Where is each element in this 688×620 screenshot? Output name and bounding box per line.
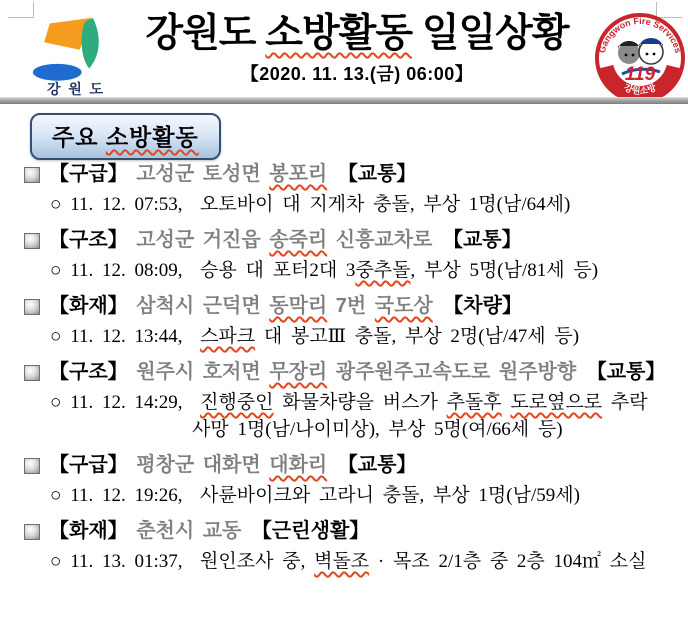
incident-type: 【교통】 <box>329 163 417 185</box>
spellcheck-word: 추돌후 <box>446 392 502 413</box>
detail-text: · 목조 2/1층 중 2층 104㎡ 소실 <box>369 551 647 572</box>
incident-detail-line <box>50 193 682 216</box>
spellcheck-word: 동막리 <box>269 295 328 317</box>
spellcheck-word: 봉포리 <box>269 163 328 185</box>
location-text: 신흥교차로 <box>327 229 433 251</box>
location-text: 7번 <box>327 295 375 317</box>
location-text: 춘천시 교동 <box>136 520 242 542</box>
title-underlined: 소방활동 <box>265 12 412 55</box>
incident-header <box>24 295 682 318</box>
incident-location <box>136 163 327 186</box>
spellcheck-word: 진행중인 <box>200 392 274 413</box>
incident-header <box>24 163 682 186</box>
spellcheck-word: 벽돌조 <box>314 551 370 572</box>
incident-detail-line <box>50 259 682 282</box>
square-bullet-icon <box>24 299 40 315</box>
header-divider-rule <box>0 97 688 104</box>
incident-header <box>24 361 682 384</box>
section-title-underlined: 소방활동 <box>105 124 199 150</box>
incident <box>24 454 682 507</box>
badge-eye <box>653 53 656 56</box>
detail-text: 11. 12. 07:53, 오토바이 대 지게차 충돌, 부상 1명(남/64세) <box>70 194 571 215</box>
badge-arc-text: Gangwon Fire Services <box>596 15 684 54</box>
title-pre: 강원도 <box>145 12 266 55</box>
spellcheck-word: 무장리 <box>269 361 328 383</box>
incident-location <box>136 520 241 543</box>
incident-category: 【구조】 <box>49 229 137 251</box>
incident-header <box>24 520 682 543</box>
badge-band-text: 강원소방 <box>622 82 658 97</box>
title-post: 일일상황 <box>412 12 569 55</box>
badge-eye <box>632 54 635 57</box>
location-text: 원주시 호저면 <box>136 361 270 383</box>
spellcheck-word: 중추돌 <box>355 260 411 281</box>
incident-location <box>136 229 432 252</box>
incident <box>24 361 682 441</box>
detail-text: 11. 12. 08:09, 승용 대 포터2대 3 <box>70 260 356 281</box>
square-bullet-icon <box>24 524 40 540</box>
logo-green-shape <box>82 18 99 69</box>
incident-category: 【구급】 <box>49 163 137 185</box>
incident-detail-line <box>50 325 682 348</box>
title-block <box>122 12 592 86</box>
circle-bullet-icon: ○ <box>50 551 71 572</box>
incident-detail-line <box>192 418 682 441</box>
location-text: 평창군 대화면 <box>136 454 270 476</box>
spellcheck-word: 도로옆으로 <box>510 392 603 413</box>
logo-blue-shape <box>33 64 82 81</box>
detail-text: 화물차량을 버스가 <box>273 392 447 413</box>
incident-header <box>24 454 682 477</box>
detail-text: 11. 12. 14:29, <box>70 392 201 413</box>
spellcheck-word: 국도상 <box>374 295 433 317</box>
incident-category: 【화재】 <box>49 520 137 542</box>
incident-type: 【교통】 <box>329 454 417 476</box>
incident-type: 【교통】 <box>434 229 522 251</box>
badge-number: 119 <box>624 64 656 85</box>
detail-text: 11. 12. 13:44, <box>70 326 201 347</box>
report-header <box>0 12 688 98</box>
location-text: 광주원주고속도로 원주방향 <box>327 361 577 383</box>
incident-detail-line <box>50 484 682 507</box>
badge-eye <box>646 53 649 56</box>
circle-bullet-icon: ○ <box>50 194 71 215</box>
logo-text: 강 원 도 <box>47 80 105 97</box>
circle-bullet-icon: ○ <box>50 260 71 281</box>
incident <box>24 295 682 348</box>
circle-bullet-icon: ○ <box>50 326 71 347</box>
incident-type: 【교통】 <box>578 361 666 383</box>
incident-location <box>136 361 576 384</box>
incident-location <box>136 295 433 318</box>
square-bullet-icon <box>24 458 40 474</box>
incident <box>24 163 682 216</box>
badge-eye <box>625 54 628 57</box>
detail-text: 대 봉고Ⅲ 충돌, 부상 2명(남/47세 등) <box>255 326 580 347</box>
incident-list <box>24 150 682 573</box>
detail-text: , 부상 5명(남/81세 등) <box>410 260 599 281</box>
detail-text: 추락 <box>602 392 648 413</box>
square-bullet-icon <box>24 365 40 381</box>
circle-bullet-icon: ○ <box>50 485 71 506</box>
detail-text: 사망 1명(남/나이미상), 부상 5명(여/66세 등) <box>192 419 563 440</box>
spellcheck-word: 스파크 <box>200 326 256 347</box>
location-text: 고성군 토성면 <box>136 163 270 185</box>
incident-type: 【차량】 <box>434 295 522 317</box>
incident-category: 【구조】 <box>49 361 137 383</box>
gangwon-province-logo <box>28 16 124 106</box>
square-bullet-icon <box>24 167 40 183</box>
detail-text: 11. 13. 01:37, 원인조사 중, <box>70 551 315 572</box>
page-title <box>122 12 592 57</box>
square-bullet-icon <box>24 233 40 249</box>
incident <box>24 229 682 282</box>
incident-category: 【구급】 <box>49 454 137 476</box>
spellcheck-word: 송죽리 <box>269 229 328 251</box>
report-datetime: 【2020. 11. 13.(금) 06:00】 <box>240 63 474 84</box>
incident <box>24 520 682 573</box>
detail-text: 11. 12. 19:26, 사륜바이크와 고라니 충돌, 부상 1명(남/59세) <box>70 485 580 506</box>
incident-type: 【근린생활】 <box>243 520 370 542</box>
incident-detail-line <box>50 550 682 573</box>
incident-detail-line <box>50 391 682 414</box>
incident-header <box>24 229 682 252</box>
circle-bullet-icon: ○ <box>50 392 71 413</box>
gangwon-fire-services-badge <box>594 12 686 104</box>
spellcheck-word: 대화리 <box>269 454 328 476</box>
location-text: 삼척시 근덕면 <box>136 295 270 317</box>
location-text: 고성군 거진읍 <box>136 229 270 251</box>
section-title-pre: 주요 <box>52 124 106 150</box>
incident-category: 【화재】 <box>49 295 137 317</box>
incident-location <box>136 454 327 477</box>
